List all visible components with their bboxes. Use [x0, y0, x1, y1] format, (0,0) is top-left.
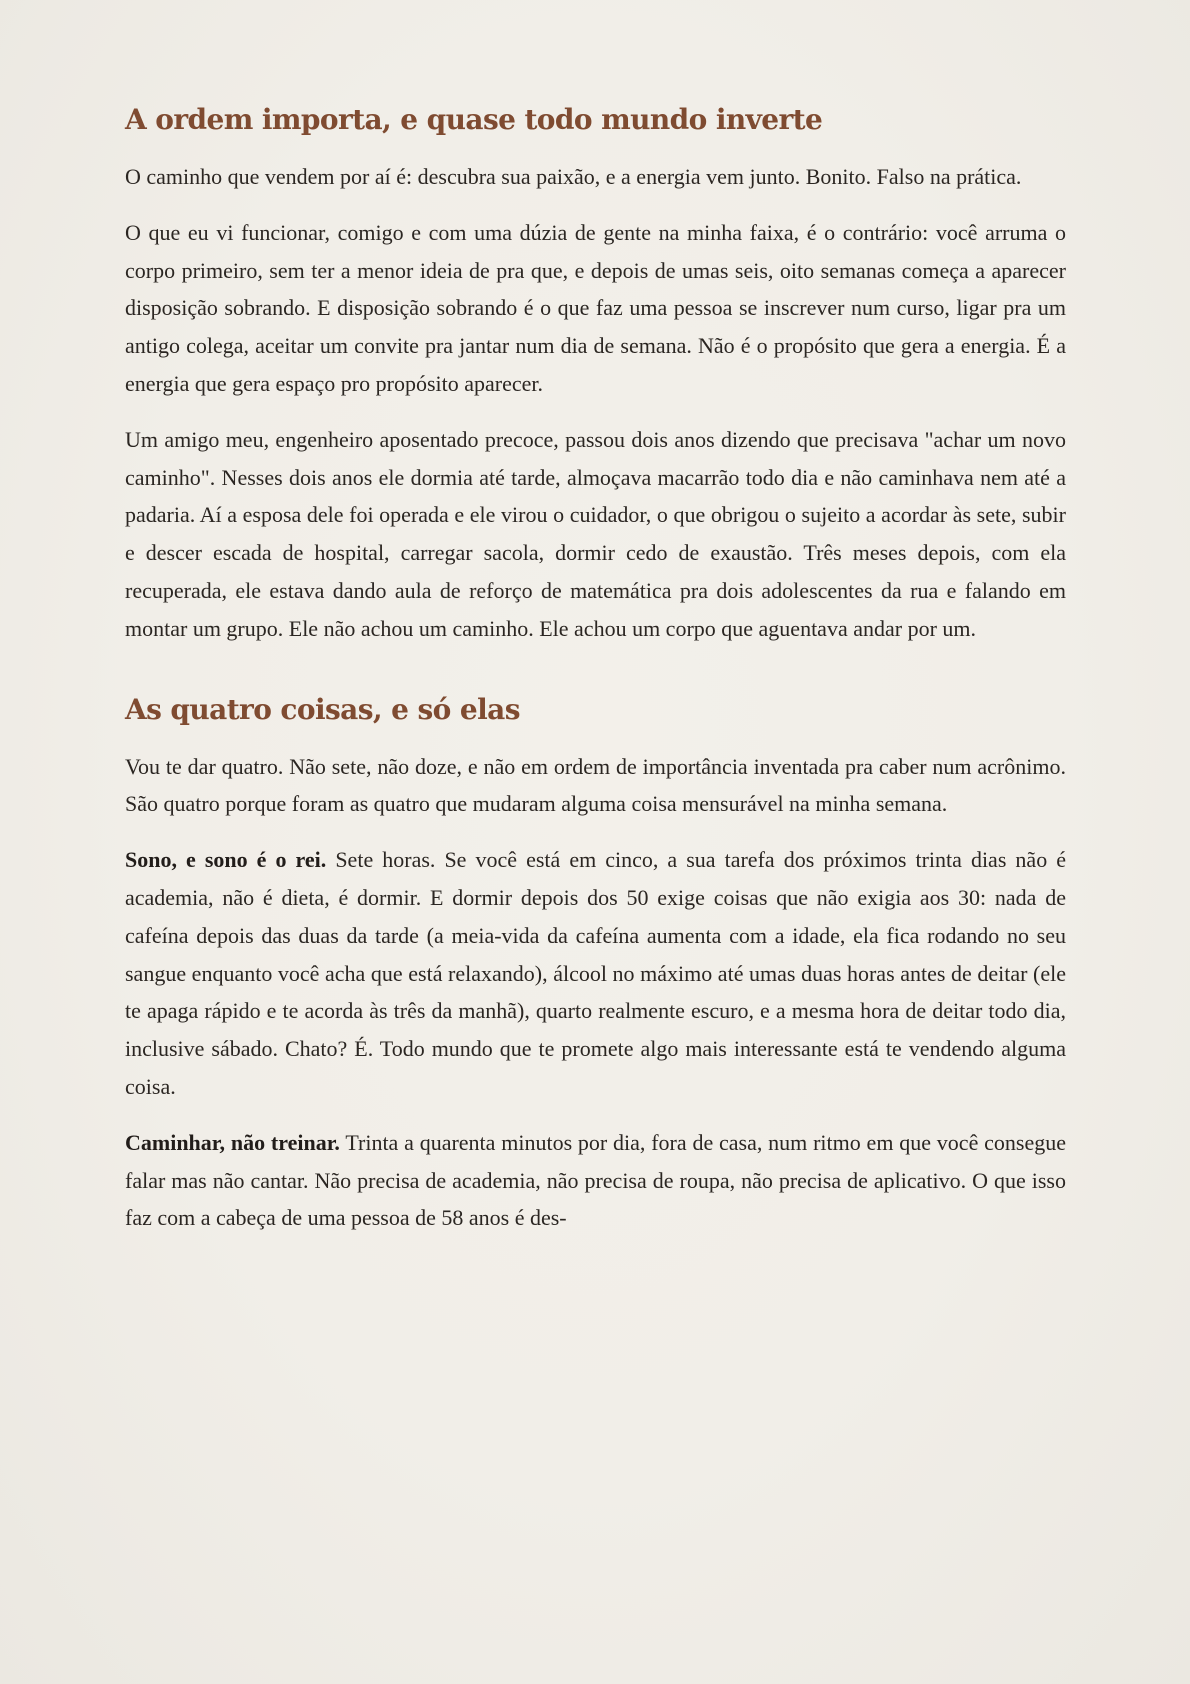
list-paragraph-walk	[125, 1124, 1066, 1237]
item-title: Sono, e sono é o rei.	[125, 847, 327, 873]
section-heading: As quatro coisas, e só elas	[125, 692, 520, 726]
list-paragraph-sleep	[125, 841, 1066, 1106]
paragraph: Vou te dar quatro. Não sete, não doze, e não em ordem de importância inventada pra caber num acrônimo. São quatro porque foram as quatro que mudaram alguma coisa mensurável na minha semana.	[125, 753, 1066, 817]
paragraph: Um amigo meu, engenheiro aposentado precoce, passou dois anos dizendo que precisava "achar um novo caminho". Nesses dois anos ele dormia até tarde, almoçava macarrão todo dia e não caminhava nem até a padaria. Aí a esposa dele foi operada e ele virou o cuidador, o que obrigou o sujeito a acordar às sete, subir e descer escada de hospital, carregar sacola, dormir cedo de exaustão. Três meses depois, com ela recuperada, ele estava dando aula de reforço de matemática pra dois adolescentes da rua e falando em montar um grupo. Ele não achou um caminho. Ele achou um corpo que aguentava andar por um.	[125, 426, 1066, 641]
paragraph: O que eu vi funcionar, comigo e com uma dúzia de gente na minha faixa, é o contrário: você arruma o corpo primeiro, sem ter a menor ideia de pra que, e depois de umas seis, oito semanas começa a aparecer disposição sobrando. E disposição sobrando é o que faz uma pessoa se inscrever num curso, ligar pra um antigo colega, aceitar um convite pra jantar num dia de semana. Não é o propósito que gera a energia. É a energia que gera espaço pro propósito aparecer.	[125, 219, 1066, 396]
item-text: Trinta a quarenta minutos por dia, fora de casa, num ritmo em que você consegue falar mas não cantar. Não precisa de academia, não precisa de roupa, não precisa de aplicativo. O que isso faz com a cabeça de uma pessoa de 58 anos é des-	[125, 1129, 1066, 1231]
item-title: Caminhar, não treinar.	[125, 1129, 340, 1155]
section-heading: A ordem importa, e quase todo mundo inverte	[125, 103, 823, 136]
paragraph: O caminho que vendem por aí é: descubra sua paixão, e a energia vem junto. Bonito. Falso na prática.	[125, 164, 1022, 189]
document-page	[125, 100, 1066, 1255]
item-text: Sete horas. Se você está em cinco, a sua tarefa dos próximos trinta dias não é academia, não é dieta, é dormir. E dormir depois dos 50 exige coisas que não exigia aos 30: nada de cafeína depois das duas da tarde (a meia-vida da cafeína aumenta com a idade, ela fica rodando no seu sangue enquanto você acha que está relaxando), álcool no máximo até umas duas horas antes de deitar (ele te apaga rápido e te acorda às três da manhã), quarto realmente escuro, e a mesma hora de deitar todo dia, inclusive sábado. Chato? É. Todo mundo que te promete algo mais interessante está te vendendo alguma coisa.	[125, 847, 1067, 1099]
